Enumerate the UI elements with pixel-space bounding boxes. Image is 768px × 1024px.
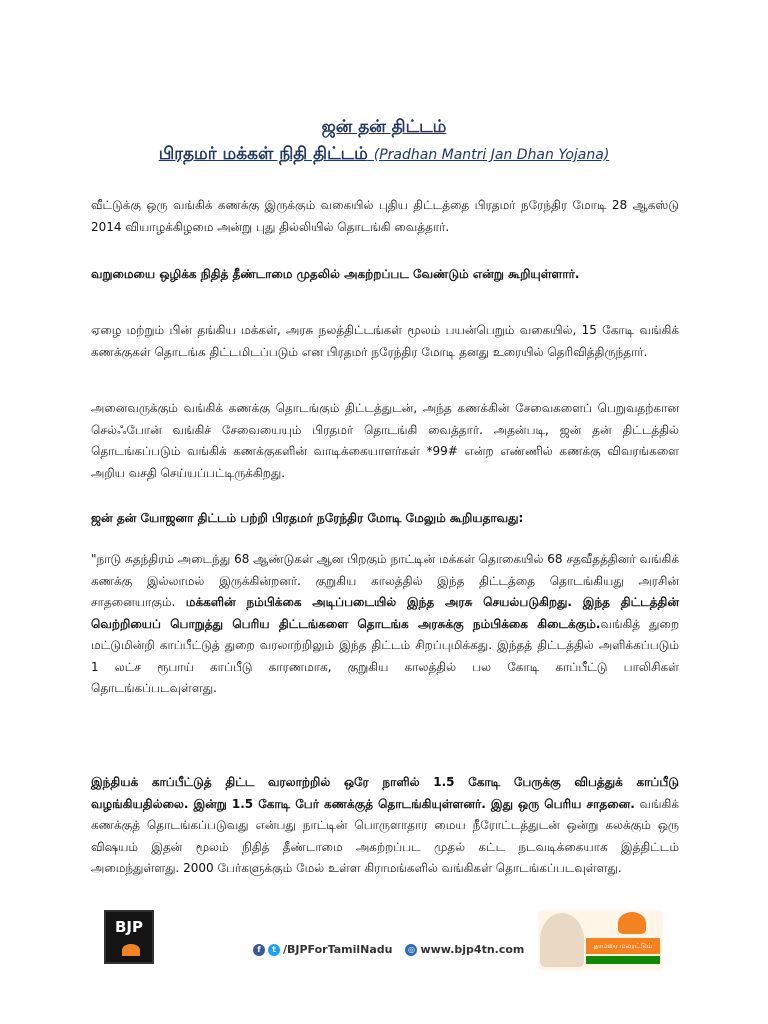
lotus-icon [122,944,140,956]
campaign-logo [538,910,663,970]
quote-part-b: மக்களின் நம்பிக்கை அடிப்படையில் இந்த அரசு செயல்படுகிறது. இந்த திட்டத்தின் வெற்றியைப் பொறுத்து பெரிய திட்டங்களை தொடங்க அரசுக்கு நம்பிக்கை கிடைக்கும். [91,595,679,631]
twitter-icon[interactable]: t [268,944,280,956]
document-subtitle [0,144,768,166]
campaign-banner: தாமரை மலரட்டும் [586,938,660,954]
footer [0,905,768,975]
quote-part-c: வங்கித் துறை மட்டுமின்றி காப்பீட்டுத் துறை வரலாற்றிலும் இந்த திட்டம் சிறப்புமிக்கது. இந்தத் திட்டத்தில் அளிக்கப்படும் 1 லட்ச ரூபாய் காப்பீடு காரணமாக, குறுகிய காலத்தில் பல கோடி காப்பீட்டு பாலிசிகள் தொடங்கப்படவுள்ளது. [91,616,679,695]
document-title [0,117,768,139]
facebook-icon[interactable]: f [253,944,265,956]
paragraph-mobile-banking: அனைவருக்கும் வங்கிக் கணக்கு தொடங்கும் திட்டத்துடன், அந்த கணக்கின் சேவைகளைப் பெறுவதற்கான செல்ஃபோன் வங்கிச் சேவையையும் பிரதமர் தொடங்கி வைத்தார். அதன்படி, ஜன் தன் திட்டத்தில் தொடங்கப்படும் வங்கிக் கணக்குகளின் வாடிக்கையாளர்கள் *99# என்ற எண்ணில் கணக்கு விவரங்களை அறிய வசதி செய்யப்பட்டிருக்கிறது. [91,401,679,480]
bjp-logo-text: BJP [114,918,143,936]
bjp-logo [104,910,154,964]
website-link[interactable]: www.bjp4tn.com [420,943,525,956]
paragraph-heading-quote: ஜன் தன் யோஜனா திட்டம் பற்றி பிரதமர் நரேந்திர மோடி மேலும் கூறியதாவது: [91,511,524,525]
title-line-2: பிரதமர் மக்கள் நிதி திட்டம் [158,144,368,164]
paragraph-quote [91,549,679,700]
title-line-1: ஜன் தன் திட்டம் [321,117,447,137]
green-stripe [586,956,660,964]
title-english: (Pradhan Mantri Jan Dhan Yojana) [373,147,610,163]
lotus-icon [618,912,646,934]
achievement-part-b: வங்கிக் கணக்குத் தொடங்கப்படுவது என்பது நாட்டின் பொருளாதார மைய நீரோட்டத்துடன் ஒன்று கலக்கும் ஒரு விஷயம் இதன் மூலம் நிதித் தீண்டாமை அகற்றப்பட முதல் கட்ட நடவடிக்கையாக இத்திட்டம் அமைந்துள்ளது. 2000 பேர்களுக்கும் மேல் உள்ள கிராமங்களில் வங்கிகள் தொடங்கப்படவுள்ளது. [91,796,679,875]
paragraph-achievement [91,772,679,880]
social-handle[interactable]: /BJPForTamilNadu [283,943,393,956]
achievement-part-a: இந்தியக் காப்பீட்டுத் திட்ட வரலாற்றில் ஒரே நாளில் 1.5 கோடி பேருக்கு விபத்துக் காப்பீடு வழங்கியதில்லை. இன்று 1.5 கோடி பேர் கணக்குத் தொடங்கியுள்ளனர். இது ஒரு பெரிய சாதனை. [91,775,679,811]
globe-icon: ◎ [405,944,417,956]
quote-part-a: "நாடு சுதந்திரம் அடைந்து 68 ஆண்டுகள் ஆன பிறகும் நாட்டின் மக்கள் தொகையில் 68 சதவீதத்தினர் வங்கிக் கணக்கு இல்லாமல் இருக்கின்றனர். குறுகிய காலத்தில் இந்த திட்டத்தை தொடங்கியது அரசின் சாதனையாகும். [91,552,679,609]
paragraph-statement: வறுமையை ஒழிக்க நிதித் தீண்டாமை முதலில் அகற்றப்பட வேண்டும் என்று கூறியுள்ளார். [91,267,580,281]
social-links [253,943,524,956]
paragraph-intro: வீட்டுக்கு ஒரு வங்கிக் கணக்கு இருக்கும் வகையில் புதிய திட்டத்தை பிரதமர் நரேந்திர மோடி 28 ஆகஸ்டு 2014 வியாழக்கிழமை அன்று புது தில்லியில் தொடங்கி வைத்தார். [91,198,679,234]
portrait-image [540,913,584,967]
paragraph-target: ஏழை மற்றும் பின் தங்கிய மக்கள், அரசு நலத்திட்டங்கள் மூலம் பயன்பெறும் வகையில், 15 கோடி வங்கிக் கணக்குகள் தொடங்க திட்டமிடப்படும் என பிரதமர் நரேந்திர மோடி தனது உரையில் தெரிவித்திருந்தார். [91,323,679,359]
